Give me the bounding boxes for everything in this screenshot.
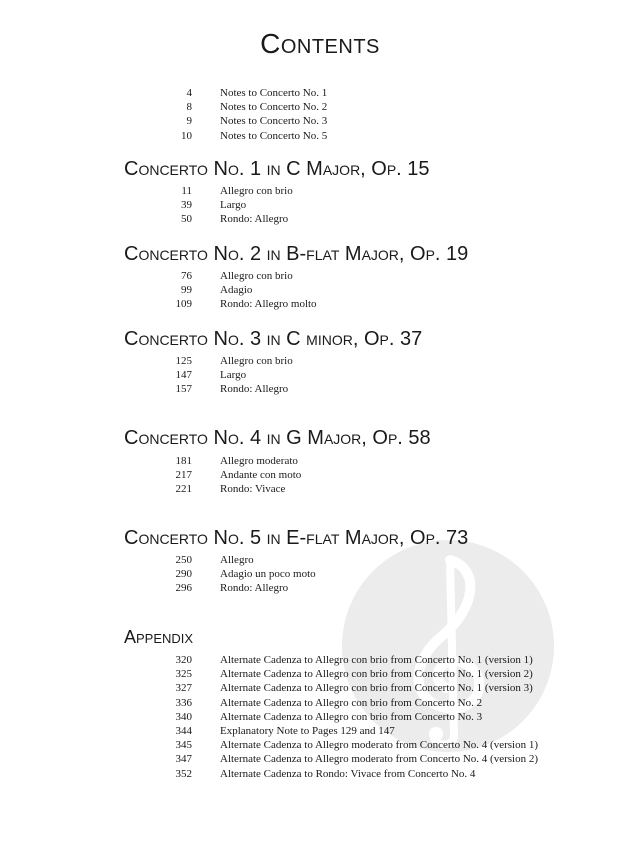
- entry-title: Allegro moderato: [220, 455, 298, 467]
- entry-title: Largo: [220, 369, 247, 382]
- page-number: 157: [175, 383, 192, 396]
- entry-title: Notes to Concerto No. 3: [220, 115, 328, 128]
- entry-title: Alternate Cadenza to Allegro con brio from Concerto No. 1 (version 2): [220, 668, 533, 681]
- page-number: 325: [175, 668, 192, 681]
- page-number: 99: [181, 284, 192, 297]
- list-item: [0, 696, 640, 710]
- entry-title: Largo: [220, 199, 247, 212]
- entry-title: Rondo: Allegro: [220, 213, 289, 226]
- entry-title: Adagio: [220, 284, 253, 297]
- page-number: 147: [175, 369, 192, 382]
- concerto-5-list: [0, 553, 640, 596]
- list-item: [0, 752, 640, 766]
- entry-title: Rondo: Allegro molto: [220, 298, 317, 311]
- entry-title: Alternate Cadenza to Allegro con brio from Concerto No. 3: [220, 710, 483, 723]
- entry-title: Alternate Cadenza to Allegro moderato from Concerto No. 4 (version 2): [220, 753, 538, 766]
- list-item: [0, 454, 640, 468]
- entry-title: Rondo: Allegro: [220, 383, 289, 396]
- page-number: 9: [186, 115, 192, 128]
- page-number: 327: [175, 682, 192, 695]
- entry-title: Alternate Cadenza to Allegro con brio from Concerto No. 2: [220, 696, 483, 709]
- list-item: [0, 297, 640, 311]
- page-number: 8: [186, 101, 192, 114]
- page-number: 125: [175, 355, 192, 367]
- concerto-3-list: [0, 354, 640, 397]
- entry-title: Notes to Concerto No. 2: [220, 101, 328, 114]
- list-item: [0, 368, 640, 382]
- entry-title: Rondo: Vivace: [220, 483, 286, 496]
- page-number: 250: [175, 554, 192, 566]
- page-number: 76: [181, 270, 192, 282]
- page-number: 217: [175, 469, 192, 482]
- list-item: [0, 724, 640, 738]
- list-item: [0, 184, 640, 198]
- section-heading-concerto-3: Concerto No. 3 in C minor, Op. 37: [124, 328, 423, 350]
- concerto-2-list: [0, 269, 640, 312]
- page-number: 109: [175, 298, 192, 311]
- list-item: [0, 653, 640, 667]
- section-heading-appendix: Appendix: [124, 627, 194, 647]
- entry-title: Explanatory Note to Pages 129 and 147: [220, 724, 395, 737]
- section-heading-concerto-2: Concerto No. 2 in B-flat Major, Op. 19: [124, 243, 469, 265]
- page-number: 320: [175, 654, 192, 666]
- list-item: [0, 129, 640, 143]
- page-number: 352: [175, 767, 192, 780]
- page-number: 11: [181, 185, 192, 197]
- list-item: [0, 738, 640, 752]
- list-item: [0, 667, 640, 681]
- page-number: 345: [175, 739, 192, 752]
- entry-title: Alternate Cadenza to Allegro con brio from Concerto No. 1 (version 3): [220, 682, 533, 695]
- entry-title: Allegro con brio: [220, 185, 293, 197]
- section-heading-concerto-1: Concerto No. 1 in C Major, Op. 15: [124, 158, 430, 180]
- list-item: [0, 767, 640, 781]
- entry-title: Allegro con brio: [220, 355, 293, 367]
- page-number: 296: [175, 582, 192, 595]
- page-number: 340: [175, 710, 192, 723]
- list-item: [0, 382, 640, 396]
- list-item: [0, 710, 640, 724]
- page-number: 39: [181, 199, 192, 212]
- entry-title: Allegro con brio: [220, 270, 293, 282]
- list-item: [0, 198, 640, 212]
- page-number: 344: [175, 724, 192, 737]
- list-item: [0, 283, 640, 297]
- page-number: 290: [175, 568, 192, 581]
- section-heading-concerto-5: Concerto No. 5 in E-flat Major, Op. 73: [124, 527, 469, 549]
- entry-title: Alternate Cadenza to Rondo: Vivace from Concerto No. 4: [220, 767, 476, 780]
- page-title: Contents: [260, 28, 380, 59]
- appendix-list: [0, 653, 640, 781]
- section-heading-concerto-4: Concerto No. 4 in G Major, Op. 58: [124, 427, 431, 449]
- page-number: 4: [186, 87, 192, 99]
- list-item: [0, 482, 640, 496]
- page-number: 347: [175, 753, 192, 766]
- list-item: [0, 681, 640, 695]
- entry-title: Allegro: [220, 554, 254, 566]
- entry-title: Alternate Cadenza to Allegro moderato from Concerto No. 4 (version 1): [220, 739, 538, 752]
- page-number: 181: [175, 455, 192, 467]
- list-item: [0, 553, 640, 567]
- list-item: [0, 468, 640, 482]
- entry-title: Alternate Cadenza to Allegro con brio from Concerto No. 1 (version 1): [220, 654, 533, 666]
- list-item: [0, 269, 640, 283]
- list-item: [0, 581, 640, 595]
- page-number: 10: [181, 129, 192, 142]
- page-number: 50: [181, 213, 192, 226]
- concerto-1-list: [0, 184, 640, 227]
- entry-title: Notes to Concerto No. 1: [220, 87, 328, 99]
- list-item: [0, 567, 640, 581]
- list-item: [0, 100, 640, 114]
- list-item: [0, 354, 640, 368]
- list-item: [0, 212, 640, 226]
- entry-title: Notes to Concerto No. 5: [220, 129, 328, 142]
- page-number: 336: [175, 696, 192, 709]
- entry-title: Rondo: Allegro: [220, 582, 289, 595]
- concerto-4-list: [0, 454, 640, 497]
- entry-title: Adagio un poco moto: [220, 568, 316, 581]
- page-number: 221: [175, 483, 192, 496]
- list-item: [0, 86, 640, 100]
- intro-list: [0, 86, 640, 143]
- entry-title: Andante con moto: [220, 469, 302, 482]
- list-item: [0, 114, 640, 128]
